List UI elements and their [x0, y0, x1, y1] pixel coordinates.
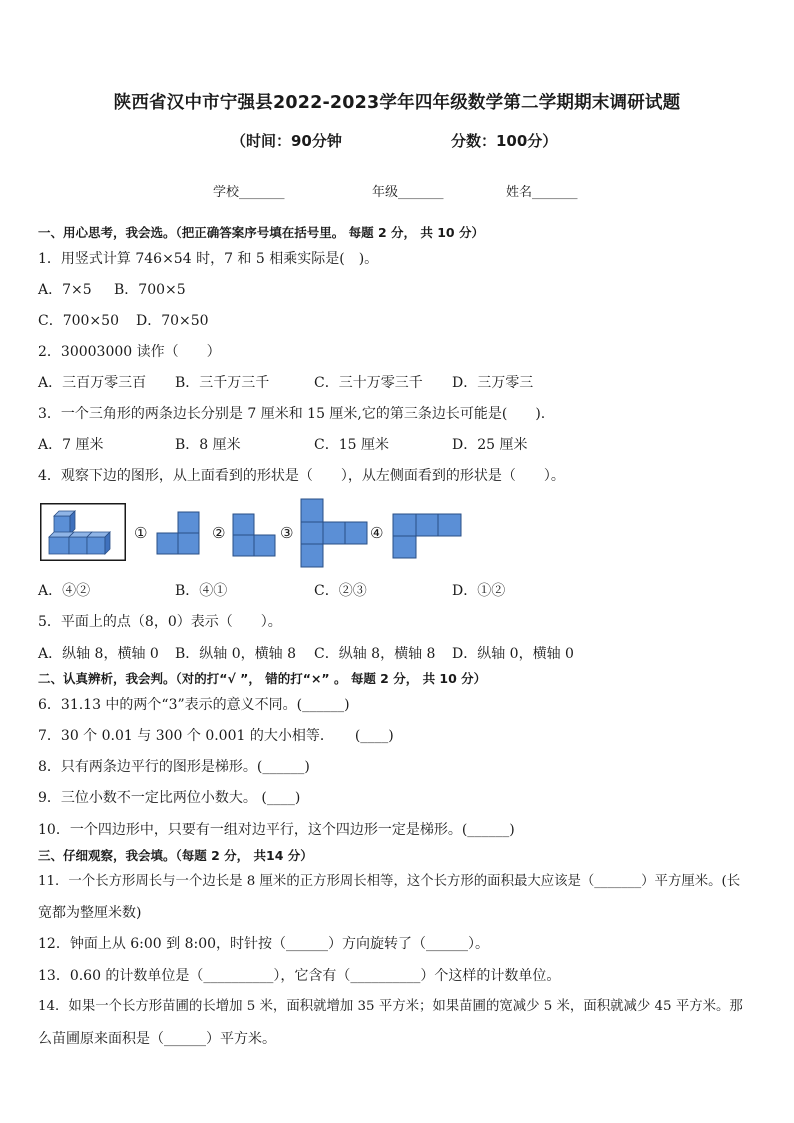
view-4 [392, 513, 462, 563]
question-12: 12．钟面上从 6:00 到 8:00，时针按（______）方向旋转了（______）。 [38, 936, 490, 952]
cube-figure [40, 503, 126, 565]
question-2: 2．30003000 读作（ ） [38, 344, 221, 360]
grade-field: 年级_______ [372, 185, 444, 200]
question-10: 10．一个四边形中，只要有一组对边平行，这个四边形一定是梯形。(______) [38, 822, 515, 838]
figure-label-3: ③ [280, 524, 294, 542]
q1-option-a: A．7×5 [38, 282, 92, 298]
section-1-heading: 一、用心思考，我会选。（把正确答案序号填在括号里。 每题 2 分， 共 10 分） [38, 225, 484, 240]
figure-label-2: ② [212, 524, 226, 542]
question-14-line-1: 14．如果一个长方形苗圃的长增加 5 米，面积就增加 35 平方米；如果苗圃的宽减少 5 米，面积就减少 45 平方米。那 [38, 999, 743, 1014]
question-14-line-2: 么苗圃原来面积是（______）平方米。 [38, 1031, 276, 1047]
exam-score: 分数：100分） [451, 132, 558, 150]
q4-option-a: A．④② [38, 583, 91, 599]
figure-label-1: ① [134, 524, 148, 542]
question-4: 4．观察下边的图形，从上面看到的形状是（ ），从左侧面看到的形状是（ ）。 [38, 468, 565, 484]
view-1 [156, 511, 200, 559]
question-5: 5．平面上的点（8，0）表示（ ）。 [38, 614, 282, 630]
q5-option-d: D．纵轴 0，横轴 0 [452, 646, 574, 662]
page-title: 陕西省汉中市宁强县2022-2023学年四年级数学第二学期期末调研试题 [113, 93, 681, 113]
q3-option-c: C．15 厘米 [314, 437, 389, 453]
q2-option-d: D．三万零三 [452, 375, 534, 391]
q1-option-b: B．700×5 [114, 282, 186, 298]
q2-option-b: B．三千万三千 [175, 375, 270, 391]
q3-option-b: B．8 厘米 [175, 437, 241, 453]
question-1: 1．用竖式计算 746×54 时，7 和 5 相乘实际是( )。 [38, 251, 379, 267]
question-8: 8．只有两条边平行的图形是梯形。(______) [38, 759, 310, 775]
q3-option-a: A．7 厘米 [38, 437, 104, 453]
figure-label-4: ④ [370, 524, 384, 542]
exam-time: （时间：90分钟 [231, 132, 342, 150]
question-11-line-1: 11．一个长方形周长与一个边长是 8 厘米的正方形周长相等，这个长方形的面积最大应该是（_______）平方厘米。(长 [38, 874, 741, 889]
question-7: 7．30 个 0.01 与 300 个 0.001 的大小相等． (____) [38, 728, 394, 744]
question-9: 9．三位小数不一定比两位小数大。 (____) [38, 790, 301, 806]
question-3: 3．一个三角形的两条边长分别是 7 厘米和 15 厘米,它的第三条边长可能是( ). [38, 406, 546, 422]
name-field: 姓名_______ [506, 185, 578, 200]
isometric-cubes-image [40, 503, 126, 561]
view-3 [300, 498, 368, 572]
view-2-shape [232, 513, 276, 557]
q1-option-d: D．70×50 [136, 313, 209, 329]
question-13: 13．0.60 的计数单位是（__________），它含有（__________）个这样的计数单位。 [38, 968, 561, 984]
q5-option-b: B．纵轴 0，横轴 8 [175, 646, 297, 662]
q5-option-c: C．纵轴 8，横轴 8 [314, 646, 436, 662]
school-field: 学校_______ [213, 185, 285, 200]
section-2-heading: 二、认真辨析，我会判。（对的打“√ ”， 错的打“×” 。 每题 2 分， 共 10 分） [38, 671, 487, 686]
q5-option-a: A．纵轴 8，横轴 0 [38, 646, 159, 662]
question-6: 6．31.13 中的两个“3”表示的意义不同。(______) [38, 697, 350, 713]
q3-option-d: D．25 厘米 [452, 437, 528, 453]
view-4-shape [392, 513, 462, 559]
q1-option-c: C．700×50 [38, 313, 119, 329]
q4-option-d: D．①② [452, 583, 506, 599]
q2-option-c: C．三十万零三千 [314, 375, 423, 391]
q4-option-c: C．②③ [314, 583, 367, 599]
section-3-heading: 三、仔细观察，我会填。（每题 2 分， 共14 分） [38, 848, 313, 863]
q2-option-a: A．三百万零三百 [38, 375, 147, 391]
question-11-line-2: 宽都为整厘米数) [38, 905, 142, 921]
q4-option-b: B．④① [175, 583, 228, 599]
view-2 [232, 513, 276, 561]
view-3-shape [300, 498, 368, 568]
view-1-shape [156, 511, 200, 555]
